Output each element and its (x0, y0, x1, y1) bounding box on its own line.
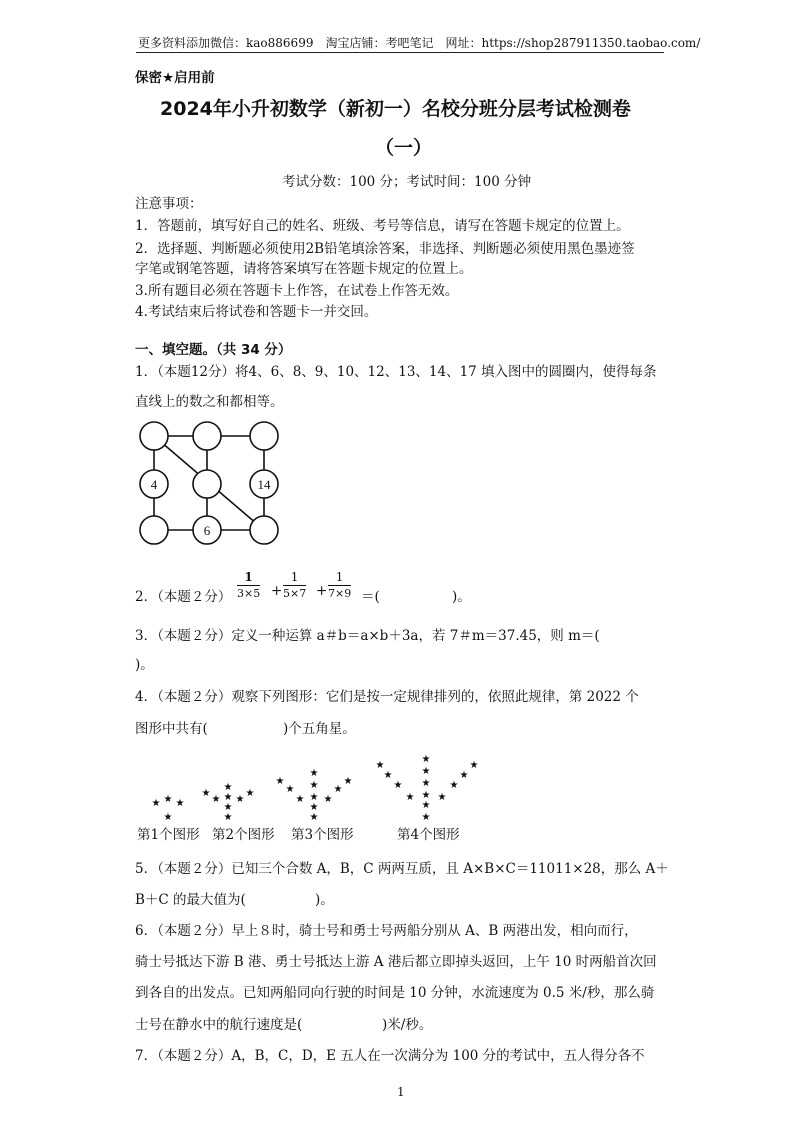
star-icon: ★ (223, 812, 233, 823)
fraction-3 (328, 570, 351, 601)
title-line-2: （一） (375, 137, 433, 159)
star-icon: ★ (421, 766, 431, 777)
question-1-line: 直线上的数之和都相等。 (135, 394, 284, 410)
question-2-prefix: 2．（本题２分） (135, 589, 232, 605)
circle-label-6: 6 (203, 523, 211, 538)
fraction-numerator: 1 (328, 570, 351, 586)
question-4-line-a: 图形中共有( (135, 721, 208, 737)
star-icon: ★ (459, 770, 469, 781)
question-3-line: )。 (135, 657, 154, 673)
page-number: 1 (397, 1085, 405, 1099)
star-icon: ★ (235, 794, 245, 805)
star-icon: ★ (449, 780, 459, 791)
question-6-line: 骑士号抵达下游 B 港、勇士号抵达上游 A 港后都立即掉头返回，上午 10 时两船首次回 (135, 954, 657, 970)
diagram-circle (250, 516, 278, 544)
title-line-1: 2024年小升初数学（新初一）名校分班分层考试检测卷 (160, 98, 631, 120)
note-item: 2．选择题、判断题必须使用2B铅笔填涂答案，非选择、判断题必须使用黑色墨迹签 (135, 241, 635, 257)
star-icon: ★ (309, 812, 319, 823)
star-icon: ★ (421, 812, 431, 823)
answer-close: )。 (452, 589, 471, 605)
header-divider (136, 52, 664, 53)
figure-label: 第3个图形 (291, 827, 354, 843)
question-1-line: 1．（本题12分）将4、6、8、9、10、12、13、14、17 填入图中的圆圈内，使得每条 (135, 364, 657, 380)
star-icon: ★ (223, 782, 233, 793)
note-item: 3.所有题目必须在答题卡上作答，在试卷上作答无效。 (135, 283, 459, 299)
circle-grid-diagram (130, 416, 290, 556)
star-icon: ★ (309, 792, 319, 803)
star-icon: ★ (309, 780, 319, 791)
page-header: 更多资料添加微信：kao886699 淘宝店铺：考吧笔记 网址：https://shop287911350.taobao.com/ (138, 36, 701, 50)
question-5-line: 5．（本题２分）已知三个合数 A，B，C 两两互质，且 A×B×C＝11011×28，那么 A＋ (135, 861, 669, 877)
question-5-line-b: )。 (315, 892, 334, 908)
section-heading: 一、填空题。（共 34 分） (135, 342, 292, 358)
diagram-circle (250, 422, 278, 450)
star-icon: ★ (211, 794, 221, 805)
star-icon: ★ (245, 788, 255, 799)
star-icon: ★ (421, 800, 431, 811)
star-icon: ★ (201, 788, 211, 799)
question-3-line: 3．（本题２分）定义一种运算 a＃b＝a×b＋3a，若 7＃m＝37.45，则 m＝( (135, 628, 600, 644)
circle-label-4: 4 (150, 477, 158, 492)
diagram-circle (140, 422, 168, 450)
star-icon: ★ (275, 776, 285, 787)
star-icon: ★ (383, 770, 393, 781)
fraction-denominator: 3×5 (237, 587, 261, 600)
fraction-denominator: 5×7 (283, 587, 307, 600)
notes-heading: 注意事项： (135, 196, 203, 212)
confidential-label: 保密★启用前 (135, 70, 215, 86)
star-icon: ★ (469, 760, 479, 771)
star-icon: ★ (175, 798, 185, 809)
star-icon: ★ (309, 768, 319, 779)
diagram-circle (193, 422, 221, 450)
star-icon: ★ (375, 760, 385, 771)
plus-sign: + (271, 583, 283, 599)
note-item: 1．答题前，填写好自己的姓名、班级、考号等信息，请写在答题卡规定的位置上。 (135, 218, 630, 234)
question-7-line: 7．（本题２分）A，B，C，D，E 五人在一次满分为 100 分的考试中，五人得分各不 (135, 1048, 645, 1064)
question-6-line-a: 士号在静水中的航行速度是( (135, 1017, 303, 1033)
question-6-line: 到各自的出发点。已知两船同向行驶的时间是 10 分钟，水流速度为 0.5 米/秒，那么骑 (135, 985, 655, 1001)
star-icon: ★ (333, 784, 343, 795)
diagram-circle (193, 470, 221, 498)
question-6-line: 6．（本题２分）早上８时，骑士号和勇士号两船分别从 A、B 两港出发，相向而行， (135, 923, 638, 939)
star-icon: ★ (343, 776, 353, 787)
star-icon: ★ (223, 792, 233, 803)
exam-info: 考试分数：100 分；考试时间：100 分钟 (282, 174, 532, 190)
note-item: 4.考试结束后将试卷和答题卡一并交回。 (135, 304, 378, 320)
equals-open-paren: ＝( (361, 589, 380, 605)
star-icon: ★ (405, 792, 415, 803)
fraction-numerator: 1 (283, 570, 306, 586)
question-6-line-b: )米/秒。 (382, 1017, 433, 1033)
note-item: 字笔或钢笔答题，请将答案填写在答题卡规定的位置上。 (135, 261, 473, 277)
star-icon: ★ (437, 792, 447, 803)
star-icon: ★ (223, 802, 233, 813)
fraction-denominator: 7×9 (328, 587, 352, 600)
star-icon: ★ (163, 812, 173, 823)
question-4-line: 4．（本题２分）观察下列图形：它们是按一定规律排列的，依照此规律，第 2022 个 (135, 689, 639, 705)
star-icon: ★ (393, 780, 403, 791)
star-icon: ★ (323, 794, 333, 805)
figure-label: 第4个图形 (397, 827, 460, 843)
star-icon: ★ (163, 794, 173, 805)
question-4-line-b: )个五角星。 (283, 721, 356, 737)
star-icon: ★ (421, 754, 431, 765)
star-icon: ★ (309, 802, 319, 813)
fraction-1 (237, 570, 260, 601)
figure-label: 第2个图形 (212, 827, 275, 843)
star-icon: ★ (295, 794, 305, 805)
star-icon: ★ (285, 784, 295, 795)
star-pattern-figures (130, 750, 510, 830)
question-5-line-a: B＋C 的最大值为( (135, 892, 246, 908)
figure-label: 第1个图形 (137, 827, 200, 843)
fraction-numerator: 1 (237, 570, 260, 586)
star-icon: ★ (151, 798, 161, 809)
plus-sign: + (316, 583, 328, 599)
star-icon: ★ (421, 778, 431, 789)
star-icon: ★ (421, 790, 431, 801)
circle-label-14: 14 (257, 477, 271, 492)
diagram-circle (140, 516, 168, 544)
fraction-2 (283, 570, 306, 601)
